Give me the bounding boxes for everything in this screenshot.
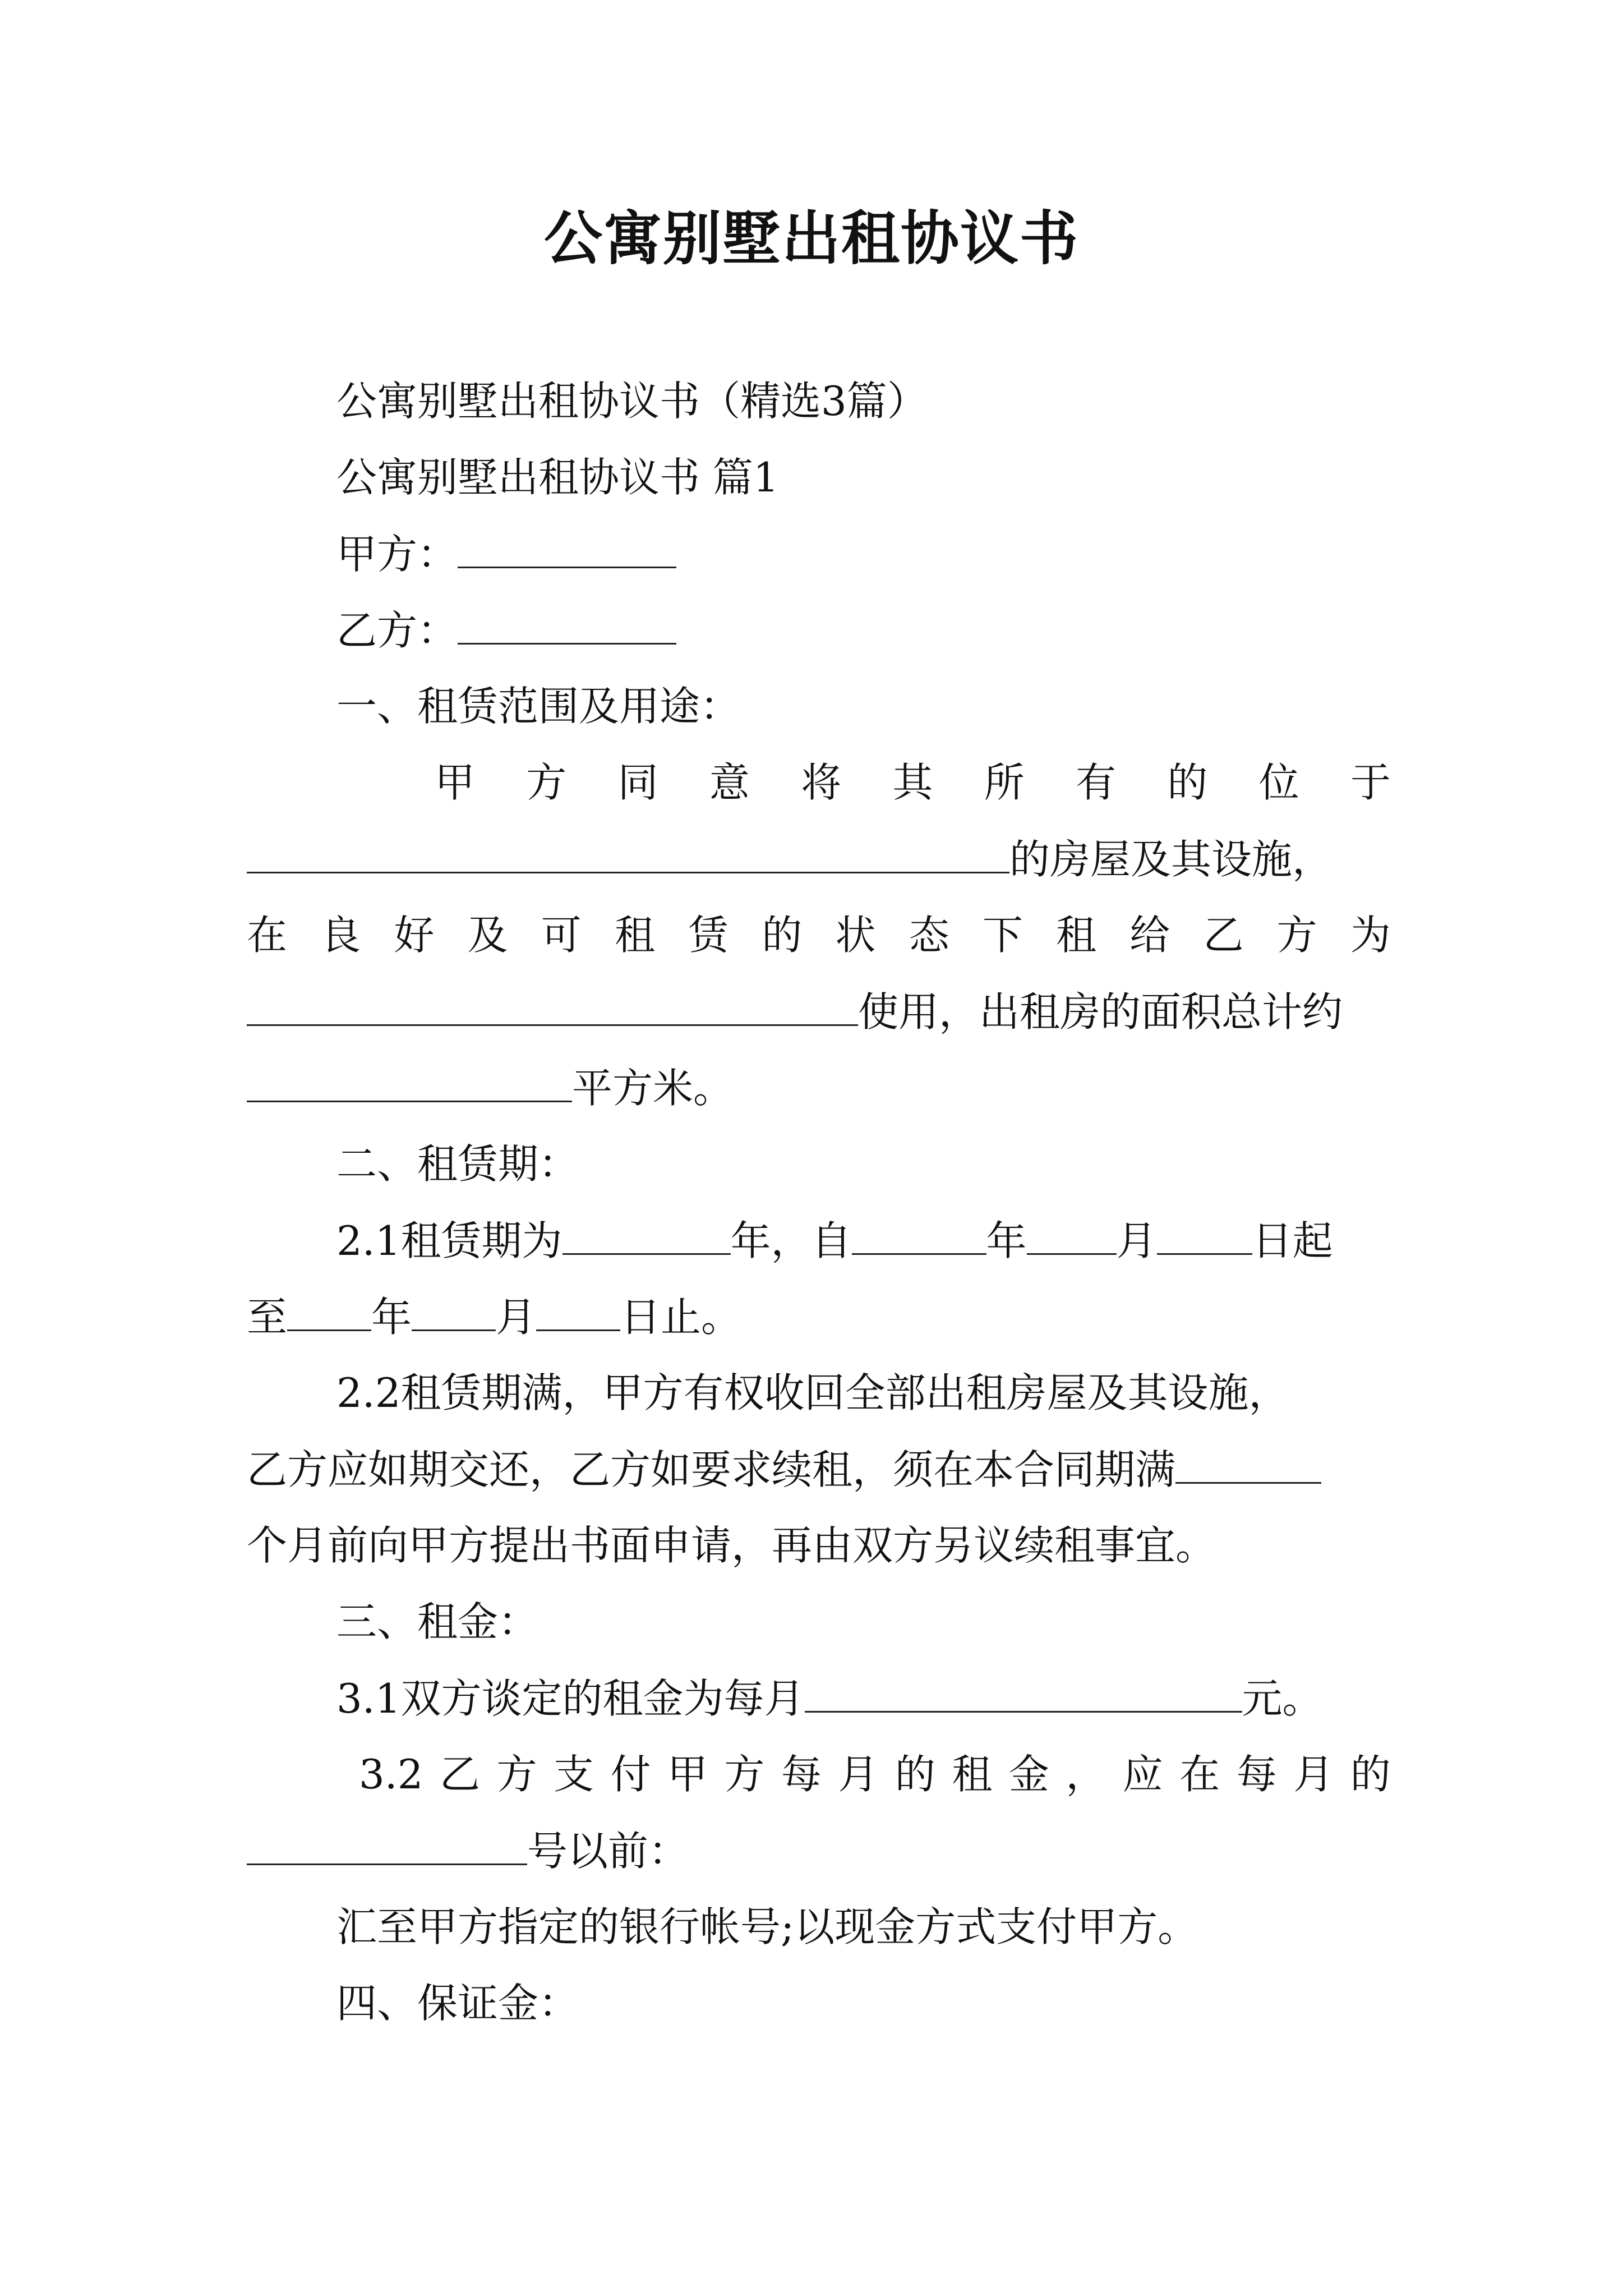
p32-line1-char: 的	[895, 1751, 935, 1798]
p1-line3-char: 态	[909, 912, 949, 959]
p1-line1-char: 同	[617, 759, 658, 806]
p31-line	[336, 1667, 1391, 1729]
p1-line1-char: 方	[526, 759, 567, 806]
p1-line3-char: 可	[541, 912, 582, 959]
p1-line3-char: 下	[982, 912, 1023, 959]
pay-day-blank	[247, 1820, 527, 1865]
term-years-blank	[562, 1209, 731, 1255]
p32-line1-char: 金	[1008, 1751, 1049, 1798]
rent-amount-blank	[805, 1667, 1242, 1713]
use-blank	[247, 981, 858, 1026]
p32-line1	[359, 1743, 1391, 1805]
p1-line3-char: 赁	[688, 912, 729, 959]
p32-line1-char: 的	[1350, 1751, 1391, 1798]
document-subtitle: 公寓别墅出租协议书（精选3篇）	[336, 378, 928, 425]
area-blank	[247, 1057, 572, 1102]
p22-line3: 个月前向甲方提出书面申请，再由双方另议续租事宜。	[247, 1522, 1216, 1569]
section-title: 公寓别墅出租协议书 篇1	[336, 454, 779, 501]
p31-text-b: 元。	[1242, 1675, 1323, 1722]
p22-line1: 2.2租赁期满，甲方有权收回全部出租房屋及其设施，	[336, 1369, 1289, 1416]
p21-text-g: 年	[371, 1294, 412, 1341]
p32-line1-char: 应	[1122, 1751, 1163, 1798]
p31-text-a: 3.1双方谈定的租金为每月	[336, 1675, 805, 1722]
p21-text-d: 月	[1116, 1217, 1157, 1264]
p21-line2	[247, 1286, 1391, 1348]
heading-3: 三、租金：	[336, 1598, 539, 1645]
p1-line3-char: 给	[1129, 912, 1170, 959]
p32-line1-char: 在	[1179, 1751, 1220, 1798]
p1-line1-char: 位	[1258, 759, 1299, 806]
location-blank	[247, 828, 1009, 873]
p21-text-f: 至	[247, 1294, 288, 1341]
p1-line1-char: 所	[984, 759, 1025, 806]
p1-line5	[247, 1057, 1391, 1119]
p32-line1-char: 付	[610, 1751, 651, 1798]
p21-text-i: 日止。	[620, 1294, 742, 1341]
p1-line1-char: 将	[801, 759, 842, 806]
p1-line1-char: 其	[892, 759, 933, 806]
p1-line3-char: 乙	[1203, 912, 1244, 959]
p1-line3-char: 租	[1056, 912, 1097, 959]
p32-line1-char: 支	[553, 1751, 594, 1798]
document-title: 公寓别墅出租协议书	[543, 204, 1079, 273]
p1-line4	[247, 981, 1391, 1043]
p1-line3-char: 为	[1350, 912, 1391, 959]
party-b-blank	[458, 599, 676, 645]
start-month-blank	[1027, 1209, 1117, 1255]
p32-line1-char: ，	[1066, 1751, 1106, 1798]
p1-line1	[435, 752, 1391, 813]
p32-line2	[247, 1820, 1391, 1882]
end-day-blank	[536, 1286, 620, 1331]
p32-line2-text: 号以前：	[527, 1828, 689, 1875]
p1-line3-char: 及	[467, 912, 508, 959]
party-a-line	[336, 523, 1391, 585]
p32-line1-char: 租	[952, 1751, 993, 1798]
heading-1: 一、租赁范围及用途：	[336, 683, 741, 730]
p33-line: 汇至甲方指定的银行帐号;以现金方式支付甲方。	[336, 1903, 1198, 1950]
p1-line3-char: 租	[614, 912, 655, 959]
p32-line1-char: 月	[838, 1751, 879, 1798]
p32-line1-char: 方	[496, 1751, 537, 1798]
renewal-months-blank	[1175, 1438, 1321, 1484]
p1-line3-char: 状	[835, 912, 876, 959]
party-b-line	[336, 599, 1391, 661]
p1-line1-char: 有	[1076, 759, 1117, 806]
party-b-label: 乙方：	[336, 607, 458, 654]
p1-line3-char: 良	[320, 912, 361, 959]
p1-line5-text: 平方米。	[572, 1065, 734, 1112]
p1-line3-char: 好	[394, 912, 435, 959]
p21-text-c: 年	[986, 1217, 1027, 1264]
p1-line1-char: 甲	[435, 759, 476, 806]
p1-line1-char: 的	[1167, 759, 1208, 806]
p1-line3-char: 方	[1276, 912, 1317, 959]
p32-line1-char: 方	[724, 1751, 765, 1798]
p1-line3	[247, 904, 1391, 966]
heading-4: 四、保证金：	[336, 1980, 579, 2027]
p1-line2	[247, 828, 1391, 890]
p21-line1	[336, 1209, 1391, 1272]
p1-line1-char: 意	[709, 759, 750, 806]
p32-line1-char: 每	[1236, 1751, 1277, 1798]
p21-text-b: 年，自	[730, 1217, 852, 1264]
start-year-blank	[852, 1209, 986, 1255]
p1-line3-char: 在	[247, 912, 288, 959]
p1-line4-text: 使用，出租房的面积总计约	[858, 988, 1343, 1036]
p21-text-h: 月	[496, 1294, 537, 1341]
party-a-label: 甲方：	[336, 531, 458, 578]
p1-line1-char: 于	[1350, 759, 1391, 806]
end-year-blank	[287, 1286, 371, 1331]
p32-line1-char: 3.2	[359, 1751, 423, 1798]
p21-text-a: 2.1租赁期为	[336, 1217, 562, 1264]
end-month-blank	[412, 1286, 496, 1331]
p21-text-e: 日起	[1252, 1217, 1333, 1264]
p22-line2	[247, 1438, 1391, 1501]
p22-line2-text: 乙方应如期交还，乙方如要求续租，须在本合同期满	[247, 1446, 1176, 1493]
start-day-blank	[1157, 1209, 1252, 1255]
p32-line1-char: 乙	[439, 1751, 480, 1798]
p32-line1-char: 月	[1293, 1751, 1334, 1798]
p32-line1-char: 每	[781, 1751, 822, 1798]
heading-2: 二、租赁期：	[336, 1140, 579, 1188]
p1-line3-char: 的	[762, 912, 803, 959]
party-a-blank	[458, 523, 676, 568]
p1-line2-text: 的房屋及其设施，	[1009, 836, 1333, 883]
p32-line1-char: 甲	[667, 1751, 708, 1798]
